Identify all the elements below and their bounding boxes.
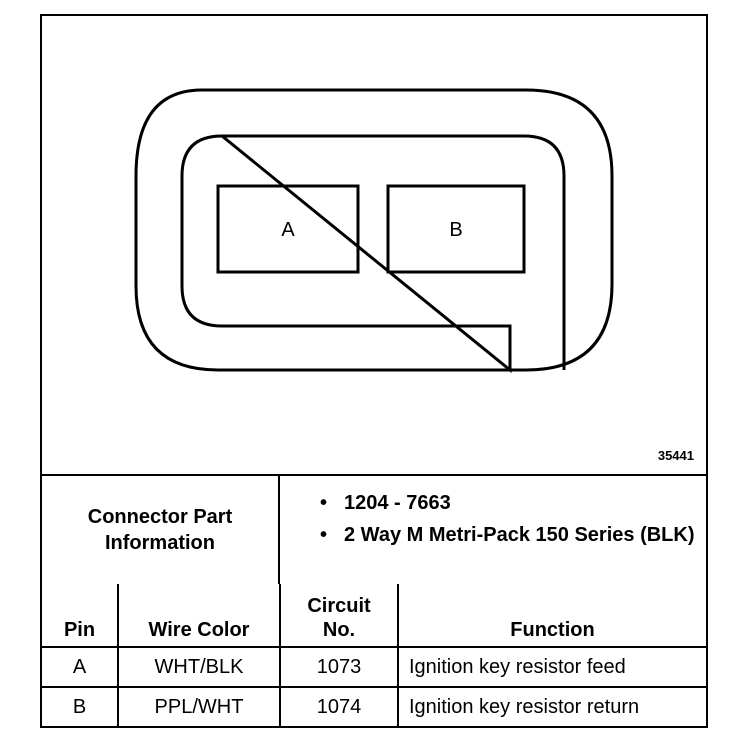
connector-face-diagram bbox=[42, 16, 706, 474]
pin-b-label: B bbox=[449, 219, 463, 241]
part-number: • 1204 - 7663 bbox=[320, 490, 706, 516]
cell-function: Ignition key resistor return bbox=[398, 687, 706, 726]
cell-wire-color: WHT/BLK bbox=[118, 647, 280, 687]
connector-outer-shell bbox=[136, 90, 612, 370]
cell-function: Ignition key resistor feed bbox=[398, 647, 706, 687]
header-wire-color: Wire Color bbox=[118, 584, 280, 647]
figure-number: 35441 bbox=[657, 448, 694, 463]
table-row bbox=[42, 647, 706, 687]
pin-a-label: A bbox=[281, 219, 295, 241]
connector-info-label bbox=[42, 476, 280, 584]
header-circuit bbox=[280, 584, 398, 647]
connector-info-label-text: Connector Part Information bbox=[87, 506, 233, 554]
cell-wire-color: PPL/WHT bbox=[118, 687, 280, 726]
cell-circuit: 1073 bbox=[280, 647, 398, 687]
connector-type: • 2 Way M Metri-Pack 150 Series (BLK) bbox=[320, 522, 706, 548]
cell-pin: B bbox=[42, 687, 118, 726]
connector-info-list bbox=[280, 476, 706, 584]
header-function: Function bbox=[398, 584, 706, 647]
connector-inner-wall bbox=[182, 136, 564, 370]
cell-pin: A bbox=[42, 647, 118, 687]
connector-figure bbox=[40, 14, 708, 728]
header-pin: Pin bbox=[42, 584, 118, 647]
pinout-table bbox=[42, 584, 706, 726]
header-circuit-text: Circuit No. bbox=[307, 595, 371, 641]
table-header-row bbox=[42, 584, 706, 647]
cell-circuit: 1074 bbox=[280, 687, 398, 726]
connector-info-row bbox=[42, 474, 706, 584]
table-row bbox=[42, 687, 706, 726]
